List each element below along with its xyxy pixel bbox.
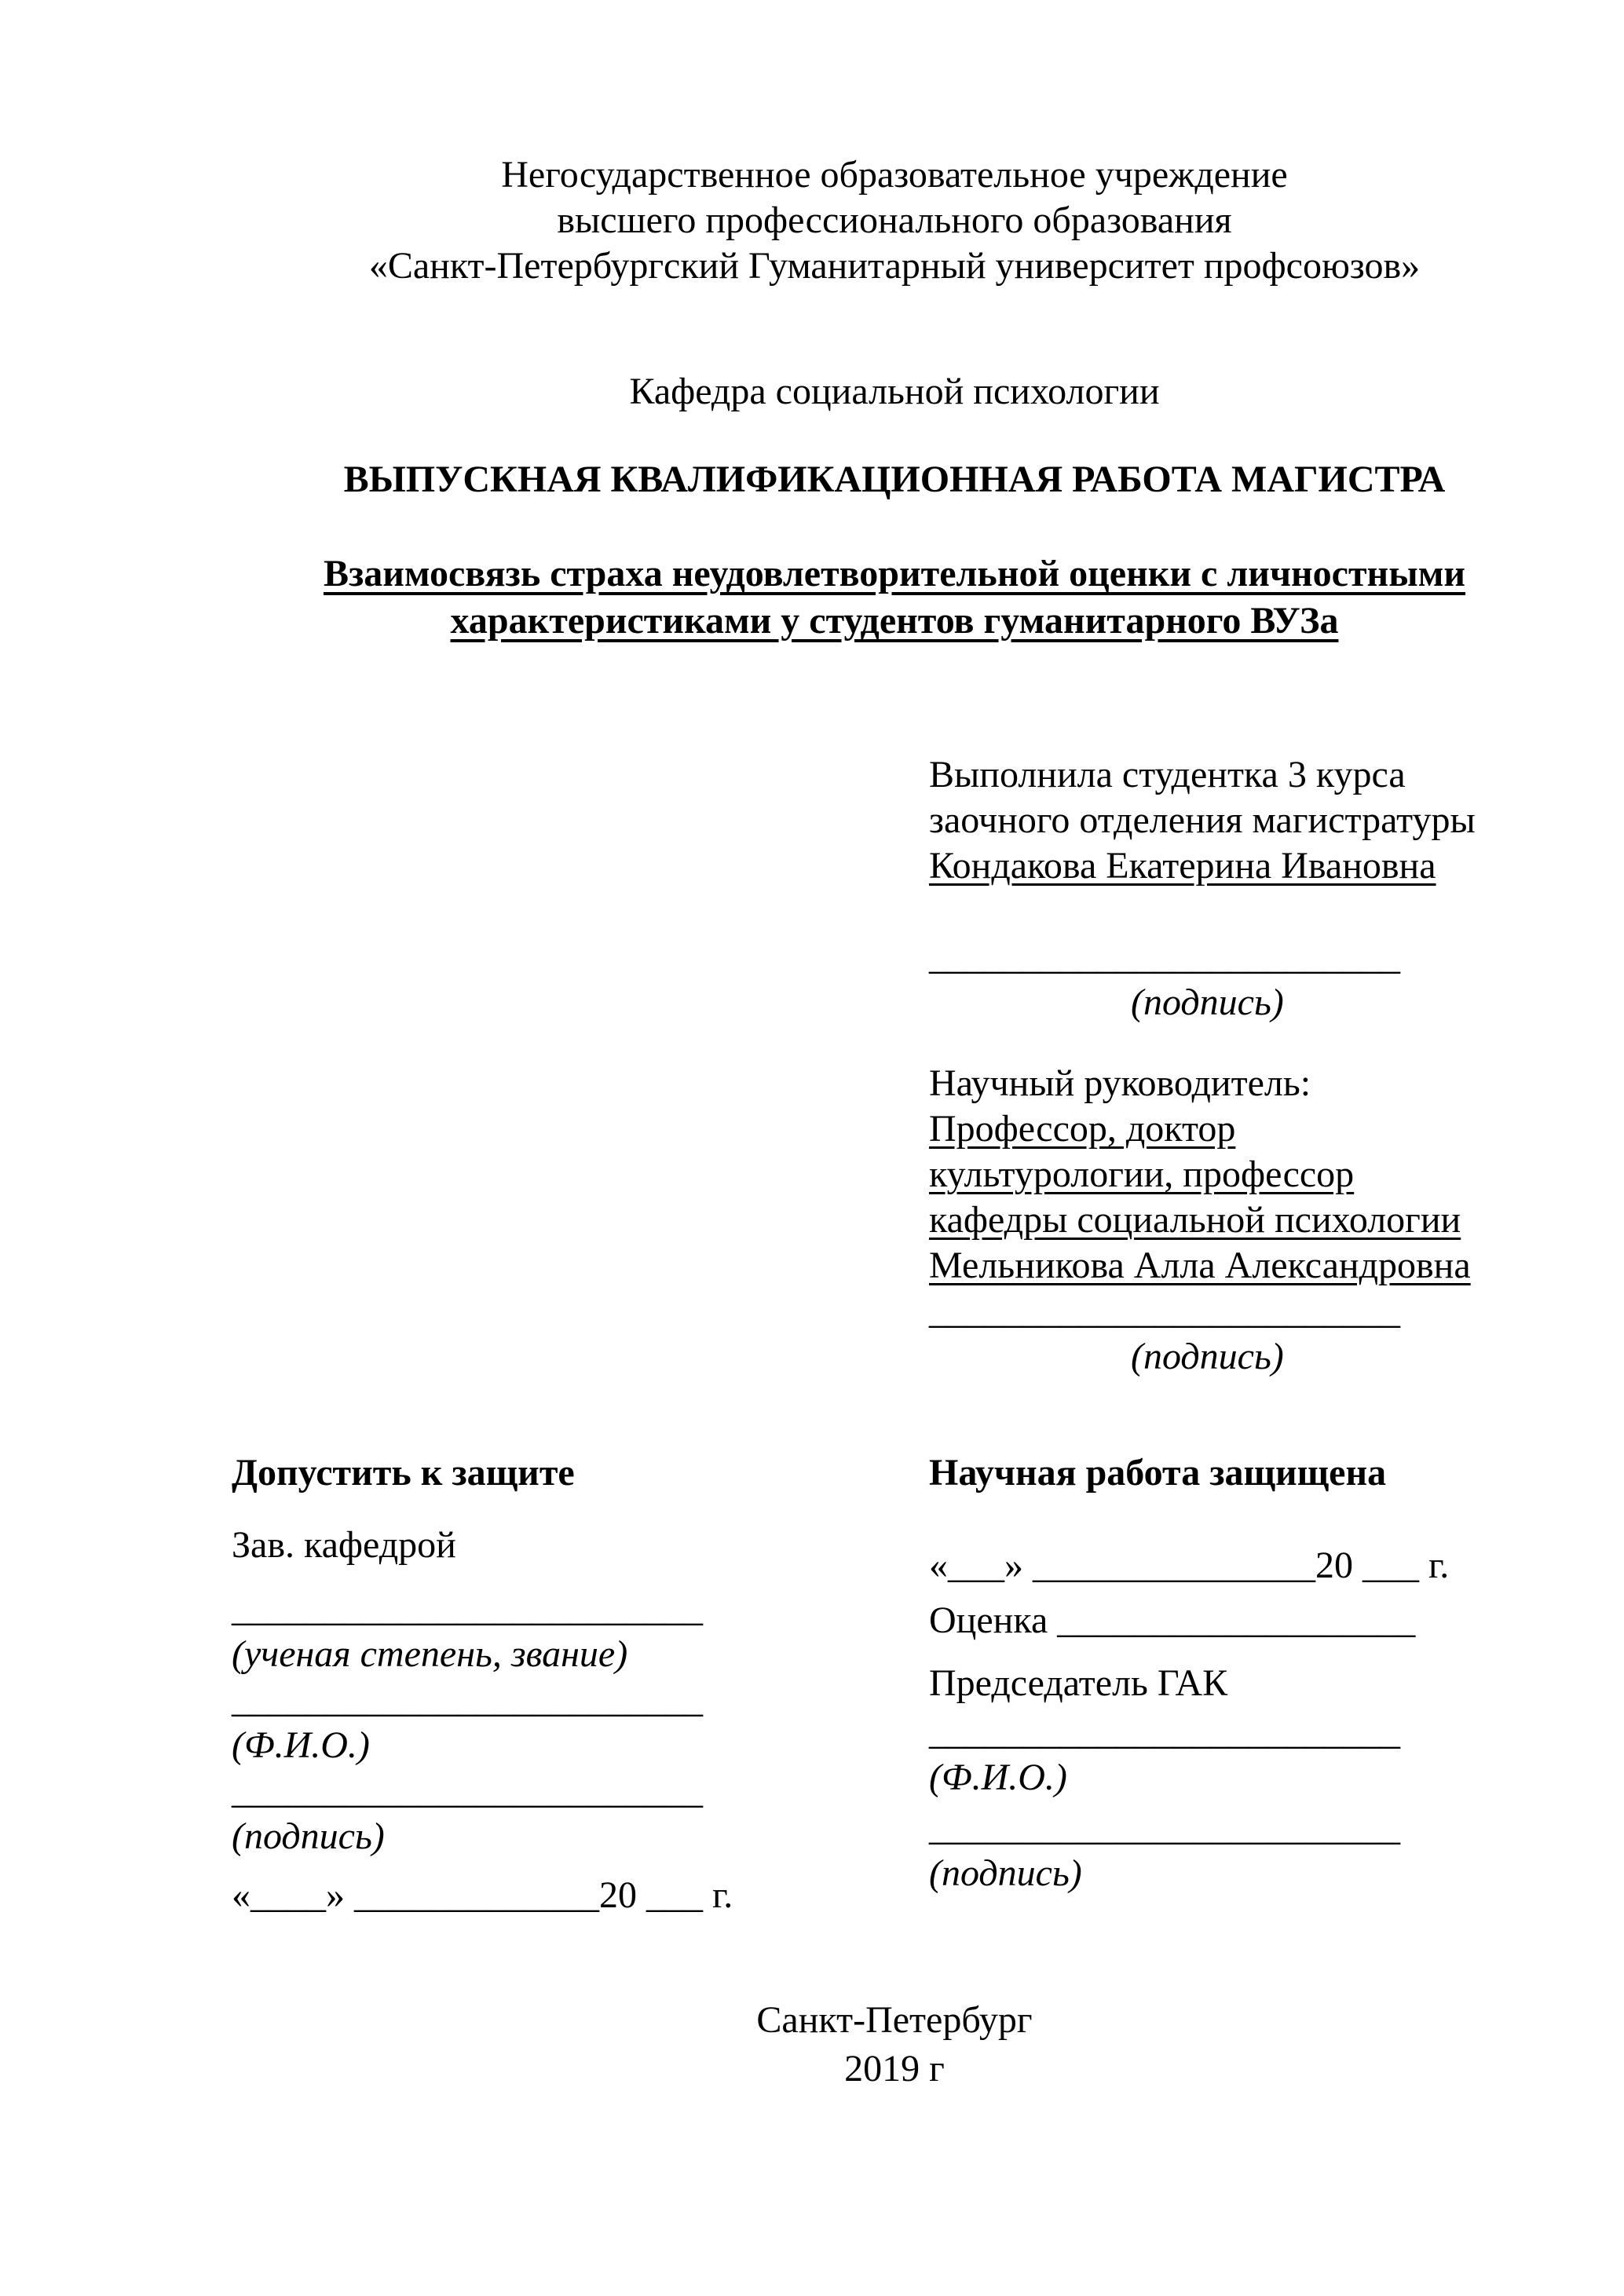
supervisor-label: Научный руководитель:: [929, 1062, 1311, 1104]
university-header: [232, 152, 1557, 289]
thesis-title-line-1: Взаимосвязь страха неудовлетворительной оценки с личностными: [323, 553, 1466, 594]
supervisor-position-line-3: кафедры социальной психологии: [929, 1199, 1461, 1241]
supervisor-name: Мельникова Алла Александровна: [929, 1245, 1471, 1286]
admission-blank-line-3: _________________________: [232, 1770, 703, 1812]
admission-blank-line-2: _________________________: [232, 1679, 703, 1720]
supervisor-signature-line: _________________________: [929, 1290, 1400, 1332]
defense-grade-line: Оценка ___________________: [929, 1600, 1416, 1641]
university-header-line-2: высшего профессионального образования: [557, 199, 1232, 241]
university-header-line-1: Негосударственное образовательное учреждение: [501, 154, 1288, 196]
year-label: 2019 г: [844, 2048, 945, 2089]
admission-blank-line-1: _________________________: [232, 1588, 703, 1629]
admission-caption-name: (Ф.И.О.): [232, 1724, 370, 1766]
university-header-line-3: «Санкт-Петербургский Гуманитарный университет профсоюзов»: [368, 245, 1421, 287]
admission-role: Зав. кафедрой: [232, 1524, 456, 1566]
admission-heading: Допустить к защите: [232, 1452, 575, 1493]
student-intro-line-2: заочного отделения магистратуры: [929, 799, 1476, 841]
defense-blank-line-1: _________________________: [929, 1711, 1400, 1753]
defense-date-line: «___» _______________20 ___ г.: [929, 1545, 1450, 1586]
work-type-heading: ВЫПУСКНАЯ КВАЛИФИКАЦИОННАЯ РАБОТА МАГИСТРА: [343, 459, 1446, 500]
department-name: Кафедра социальной психологии: [629, 371, 1160, 412]
student-signature-line: _________________________: [929, 936, 1400, 978]
student-intro-line-1: Выполнила студентка 3 курса: [929, 754, 1406, 795]
supervisor-signature-caption: (подпись): [1131, 1336, 1284, 1377]
supervisor-position-line-1: Профессор, доктор: [929, 1108, 1236, 1150]
defense-blank-line-2: _________________________: [929, 1807, 1400, 1848]
admission-date-line: «____» _____________20 ___ г.: [232, 1874, 733, 1916]
admission-section: [232, 1450, 907, 1918]
supervisor-position-line-2: культурологии, профессор: [929, 1153, 1355, 1195]
supervisor-block: [929, 1061, 1604, 1380]
student-signature-caption: (подпись): [1131, 982, 1284, 1023]
thesis-title-line-2: характеристиками у студентов гуманитарного ВУЗа: [450, 600, 1339, 642]
footer-block: [232, 1996, 1557, 2093]
defense-heading: Научная работа защищена: [929, 1452, 1387, 1493]
defense-section: [929, 1450, 1604, 1896]
defense-chairman-label: Председатель ГАК: [929, 1662, 1228, 1704]
admission-caption-degree: (ученая степень, звание): [232, 1633, 628, 1675]
student-name: Кондакова Екатерина Ивановна: [929, 845, 1436, 887]
thesis-title: [232, 550, 1557, 645]
student-block: [929, 752, 1604, 1026]
defense-caption-signature: (подпись): [929, 1852, 1082, 1894]
city-name: Санкт-Петербург: [756, 1999, 1033, 2041]
defense-caption-name: (Ф.И.О.): [929, 1757, 1067, 1798]
admission-caption-signature: (подпись): [232, 1815, 385, 1857]
